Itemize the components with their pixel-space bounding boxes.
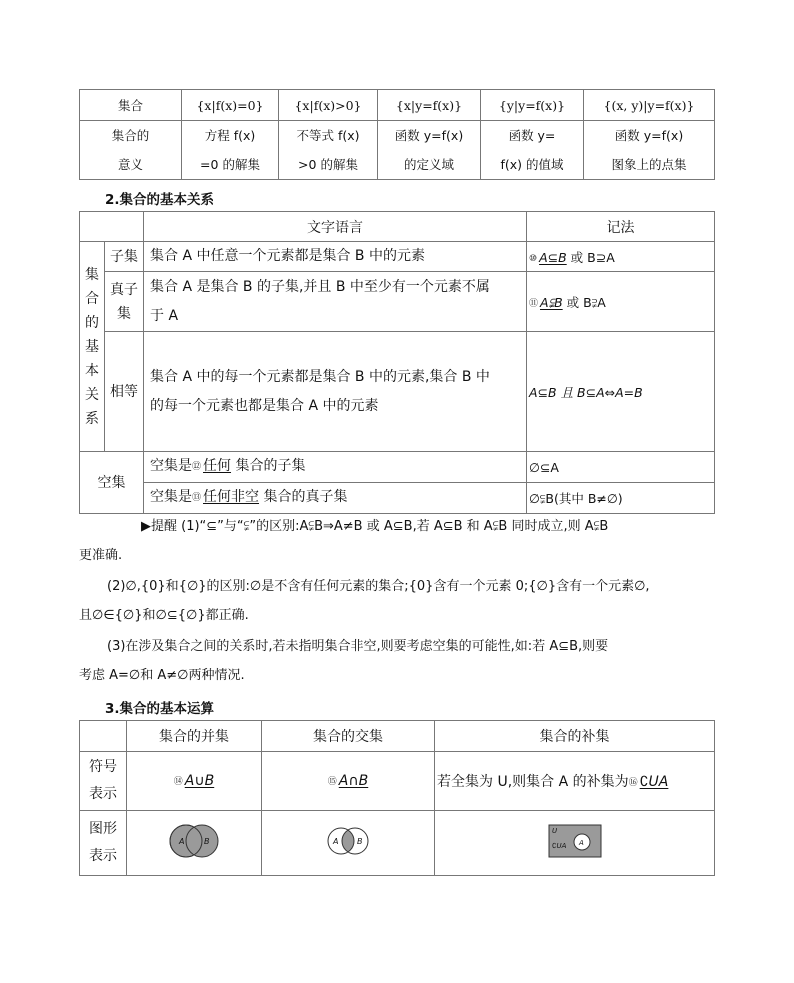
table-cell (127, 752, 262, 811)
fill-blank: ∁UA (639, 774, 669, 790)
cell-text: 空集是 (150, 458, 192, 474)
section-heading: 3.集合的基本运算 (105, 701, 215, 717)
table-cell (144, 212, 527, 242)
table-cell (144, 272, 527, 332)
tip-paragraph-2-cont (79, 601, 719, 630)
table-row (80, 483, 715, 514)
notation-text: 或 B⊇A (570, 249, 615, 265)
row-label-text: 图形 (89, 821, 117, 837)
tip-paragraph-1-cont (79, 541, 719, 570)
fill-blank: A⊆B (539, 249, 567, 265)
table-cell (435, 752, 715, 811)
row-label-text: 表示 (89, 848, 117, 864)
table-row (80, 752, 715, 811)
table-cell (279, 90, 378, 121)
set-relation-table (79, 211, 715, 514)
cell-text: {x|f(x)=0} (196, 97, 264, 113)
cell-line: 图象上的点集 (611, 157, 687, 172)
side-char: 集 (85, 266, 99, 283)
row-label-text: 相等 (110, 383, 138, 400)
cell-text: {x|y=f(x)} (395, 97, 463, 113)
fill-blank: 任何非空 (203, 489, 260, 505)
table-cell (80, 212, 144, 242)
table-cell (144, 332, 527, 452)
table-row (80, 242, 715, 272)
table-cell (144, 452, 527, 483)
table-cell (127, 811, 262, 876)
row-label (80, 811, 127, 876)
cell-line: 不等式 f(x) (296, 128, 360, 143)
tip-paragraph-3-cont (79, 661, 719, 690)
side-char: 合 (85, 290, 99, 307)
row-label-text: 集 (117, 305, 131, 322)
table-row (80, 272, 715, 332)
row-label-text: 符号 (89, 759, 117, 775)
cell-line: 函数 y=f(x) (394, 128, 464, 143)
cell-line: 意义 (117, 157, 143, 172)
side-char: 系 (85, 410, 99, 427)
table-cell (527, 483, 715, 514)
table-row (80, 452, 715, 483)
side-char: 的 (85, 314, 99, 331)
table-cell (378, 121, 481, 180)
table-cell (182, 121, 279, 180)
table-cell (481, 121, 584, 180)
row-label (80, 752, 127, 811)
cell-line: 的每一个元素也都是集合 A 中的元素 (150, 397, 379, 414)
cell-line: 集合 A 是集合 B 的子集,并且 B 中至少有一个元素不属 (150, 278, 490, 295)
column-header: 文字语言 (307, 219, 363, 236)
side-label (80, 242, 105, 452)
cell-text: 集合 A 中任意一个元素都是集合 B 中的元素 (150, 248, 425, 264)
venn-label-a: A (333, 837, 339, 846)
cell-text: 若全集为 U,则集合 A 的补集为 (437, 774, 629, 790)
cell-text: {(x, y)|y=f(x)} (603, 97, 695, 113)
fill-blank: A∪B (184, 773, 215, 789)
fill-blank: 任何 (203, 458, 232, 474)
table-cell (584, 121, 715, 180)
table-cell (262, 752, 435, 811)
row-label-text: 真子 (110, 281, 138, 298)
side-char: 基 (85, 338, 99, 355)
table-cell (80, 721, 127, 752)
column-header: 集合的并集 (159, 729, 229, 745)
cell-text: 集合的子集 (235, 458, 306, 474)
cell-text: 集合 (117, 98, 143, 113)
table-row (80, 811, 715, 876)
tip-line: 考虑 A=∅和 A≠∅两种情况. (79, 668, 245, 683)
row-label (105, 332, 144, 452)
row-label-text: 子集 (110, 248, 138, 265)
venn-label-complement: ∁UA (551, 842, 566, 850)
table-cell (435, 721, 715, 752)
venn-label-u: U (551, 827, 557, 835)
column-header: 集合的交集 (313, 729, 383, 745)
cell-line: 的定义域 (403, 157, 454, 172)
table-cell (144, 483, 527, 514)
tip-line: (2)∅,{0}和{∅}的区别:∅是不含有任何元素的集合;{0}含有一个元素 0;{∅}含有一个元素∅, (107, 579, 650, 594)
tip-line: (3)在涉及集合之间的关系时,若未指明集合非空,则要考虑空集的可能性,如:若 A⊆B,则要 (107, 639, 609, 654)
table-cell (378, 90, 481, 121)
table-cell (527, 272, 715, 332)
table-cell (182, 90, 279, 121)
function-set-table (79, 89, 715, 180)
circle-number: ⑯ (628, 778, 638, 788)
circle-number: ⑫ (192, 462, 202, 472)
cell-line: 集合 A 中的每一个元素都是集合 B 中的元素,集合 B 中 (150, 368, 490, 385)
venn-label-b: B (204, 837, 210, 846)
row-label (80, 452, 144, 514)
tip-line: 更准确. (79, 548, 123, 563)
circle-number: ⑭ (173, 777, 183, 787)
circle-number: ⑮ (327, 777, 337, 787)
venn-label-a: A (578, 839, 584, 847)
cell-text: 集合的真子集 (263, 489, 348, 505)
column-header: 记法 (606, 219, 635, 236)
table-cell (262, 811, 435, 876)
row-label (105, 272, 144, 332)
tip-paragraph-2 (79, 572, 719, 601)
notation-text: 或 B⫌A (566, 294, 606, 310)
circle-number: ⑪ (529, 298, 539, 309)
table-row (80, 121, 715, 180)
fill-blank: A⫋B (540, 294, 563, 310)
table-row (80, 90, 715, 121)
side-char: 本 (85, 362, 99, 379)
table-cell (144, 242, 527, 272)
venn-label-a: A (179, 837, 185, 846)
tip-paragraph-1 (79, 512, 719, 541)
table-row (80, 212, 715, 242)
venn-label-b: B (357, 837, 363, 846)
side-char: 关 (85, 386, 99, 403)
cell-text: 空集是 (150, 489, 192, 505)
tip-line: 且∅∈{∅}和∅⊆{∅}都正确. (79, 608, 249, 623)
table-cell (435, 811, 715, 876)
row-label-text: 表示 (89, 786, 117, 802)
section-heading: 2.集合的基本关系 (105, 192, 215, 208)
cell-line: =0 的解集 (200, 157, 260, 172)
cell-text: {y|y=f(x)} (498, 97, 566, 113)
row-label (105, 242, 144, 272)
table-cell (584, 90, 715, 121)
table-cell (481, 90, 584, 121)
notation-text: A⊆B 且 B⊆A⇔A=B (529, 384, 643, 400)
intersection-venn-diagram (322, 824, 374, 858)
cell-text: {x|f(x)>0} (294, 97, 362, 113)
row-label-text: 空集 (97, 474, 126, 491)
table-row (80, 721, 715, 752)
table-cell (527, 242, 715, 272)
cell-line: 方程 f(x) (204, 128, 256, 143)
circle-number: ⑬ (192, 493, 202, 503)
table-row (80, 332, 715, 452)
set-operation-table (79, 720, 715, 876)
table-cell (527, 452, 715, 483)
table-cell (262, 721, 435, 752)
fill-blank: A∩B (338, 773, 369, 789)
complement-venn-diagram (548, 824, 602, 858)
cell-line: 函数 y=f(x) (614, 128, 684, 143)
table-cell (127, 721, 262, 752)
table-cell (80, 90, 182, 121)
cell-line: >0 的解集 (298, 157, 358, 172)
cell-line: 于 A (150, 307, 179, 324)
cell-line: 函数 y= (508, 128, 556, 143)
table-cell (80, 121, 182, 180)
table-cell (527, 212, 715, 242)
column-header: 集合的补集 (539, 729, 610, 745)
cell-line: f(x) 的值域 (500, 157, 564, 172)
cell-line: 集合的 (111, 128, 150, 143)
tip-paragraph-3 (79, 632, 719, 661)
table-cell (527, 332, 715, 452)
table-cell (279, 121, 378, 180)
circle-number: ⑩ (529, 253, 538, 264)
union-venn-diagram (164, 821, 224, 861)
notation-text: ∅⫋B(其中 B≠∅) (529, 491, 623, 506)
tip-line: ▶提醒 (1)“⊆”与“⫋”的区别:A⫋B⇒A≠B 或 A⊆B,若 A⊆B 和 A⫋B 同时成立,则 A⫋B (141, 519, 609, 534)
notation-text: ∅⊆A (529, 459, 559, 475)
